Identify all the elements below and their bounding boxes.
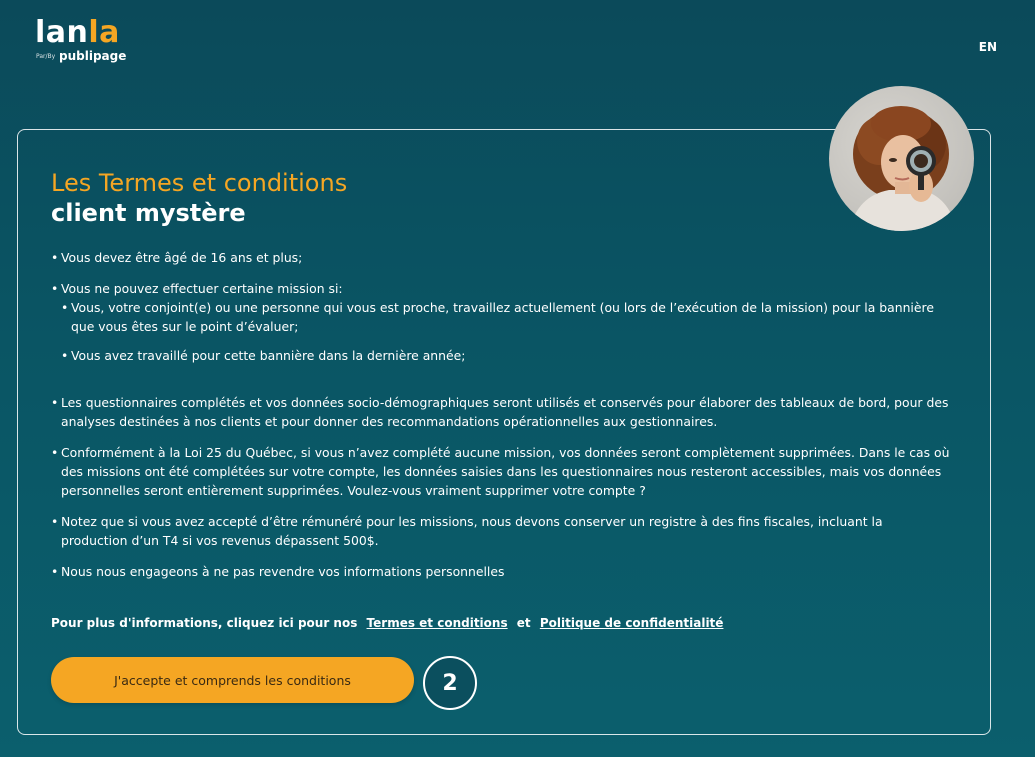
terms-card — [17, 129, 991, 735]
accept-conditions-button[interactable]: J'accepte et comprends les conditions — [51, 657, 414, 703]
list-item: • Vous devez être âgé de 16 ans et plus; — [51, 250, 303, 265]
logo-subtitle: Par/By publipage — [36, 49, 127, 63]
list-item: • Nous nous engageons à ne pas revendre vos informations personnelles — [51, 564, 505, 579]
list-item: • Vous ne pouvez effectuer certaine mission si: — [51, 281, 343, 296]
sub-list-item: • Vous avez travaillé pour cette bannière dans la dernière année; — [61, 348, 466, 363]
woman-magnifier-photo — [829, 86, 974, 231]
logo-wordmark: lanla — [35, 15, 120, 50]
list-item: • Les questionnaires complétés et vos données socio-démographiques seront utilisés et conservés pour élaborer des tableaux de bord, pour des analyses destinées à nos clients et pour donner des recommandations opérationnelles aux gestionnaires. — [51, 395, 949, 429]
sub-list-item: • Vous, votre conjoint(e) ou une personne qui vous est proche, travaillez actuellement (ou lors de l’exécution de la mission) pour la bannière que vous êtes sur le point d’évaluer; — [61, 300, 934, 334]
woman-magnifier-illustration — [829, 86, 974, 231]
step-number-badge: 2 — [423, 656, 477, 710]
info-note: Pour plus d'informations, cliquez ici pour nos Termes et conditions et Politique de confidentialité — [51, 616, 724, 630]
list-item: • Conformément à la Loi 25 du Québec, si vous n’avez complété aucune mission, vos données seront complètement supprimées. Dans le cas où des missions ont été complétées sur votre compte, les données saisies dans les questionnaires nous resteront accessibles, mais vos données personnelles seront entièrement supprimées. Voulez-vous vraiment supprimer votre compte ? — [51, 445, 950, 498]
privacy-policy-link[interactable]: Politique de confidentialité — [539, 616, 724, 630]
page-subtitle: client mystère — [51, 199, 246, 227]
sub-list — [61, 298, 951, 365]
list-item: • Notez que si vous avez accepté d’être rémunéré pour les missions, nous devons conserver un registre à des fins fiscales, incluant la production d’un T4 si vos revenus dépassent 500$. — [51, 514, 883, 548]
terms-list — [51, 248, 951, 593]
language-toggle[interactable]: EN — [978, 40, 997, 54]
page-title: Les Termes et conditions — [51, 169, 348, 197]
brand-logo[interactable] — [35, 15, 127, 63]
terms-link[interactable]: Termes et conditions — [366, 616, 508, 630]
